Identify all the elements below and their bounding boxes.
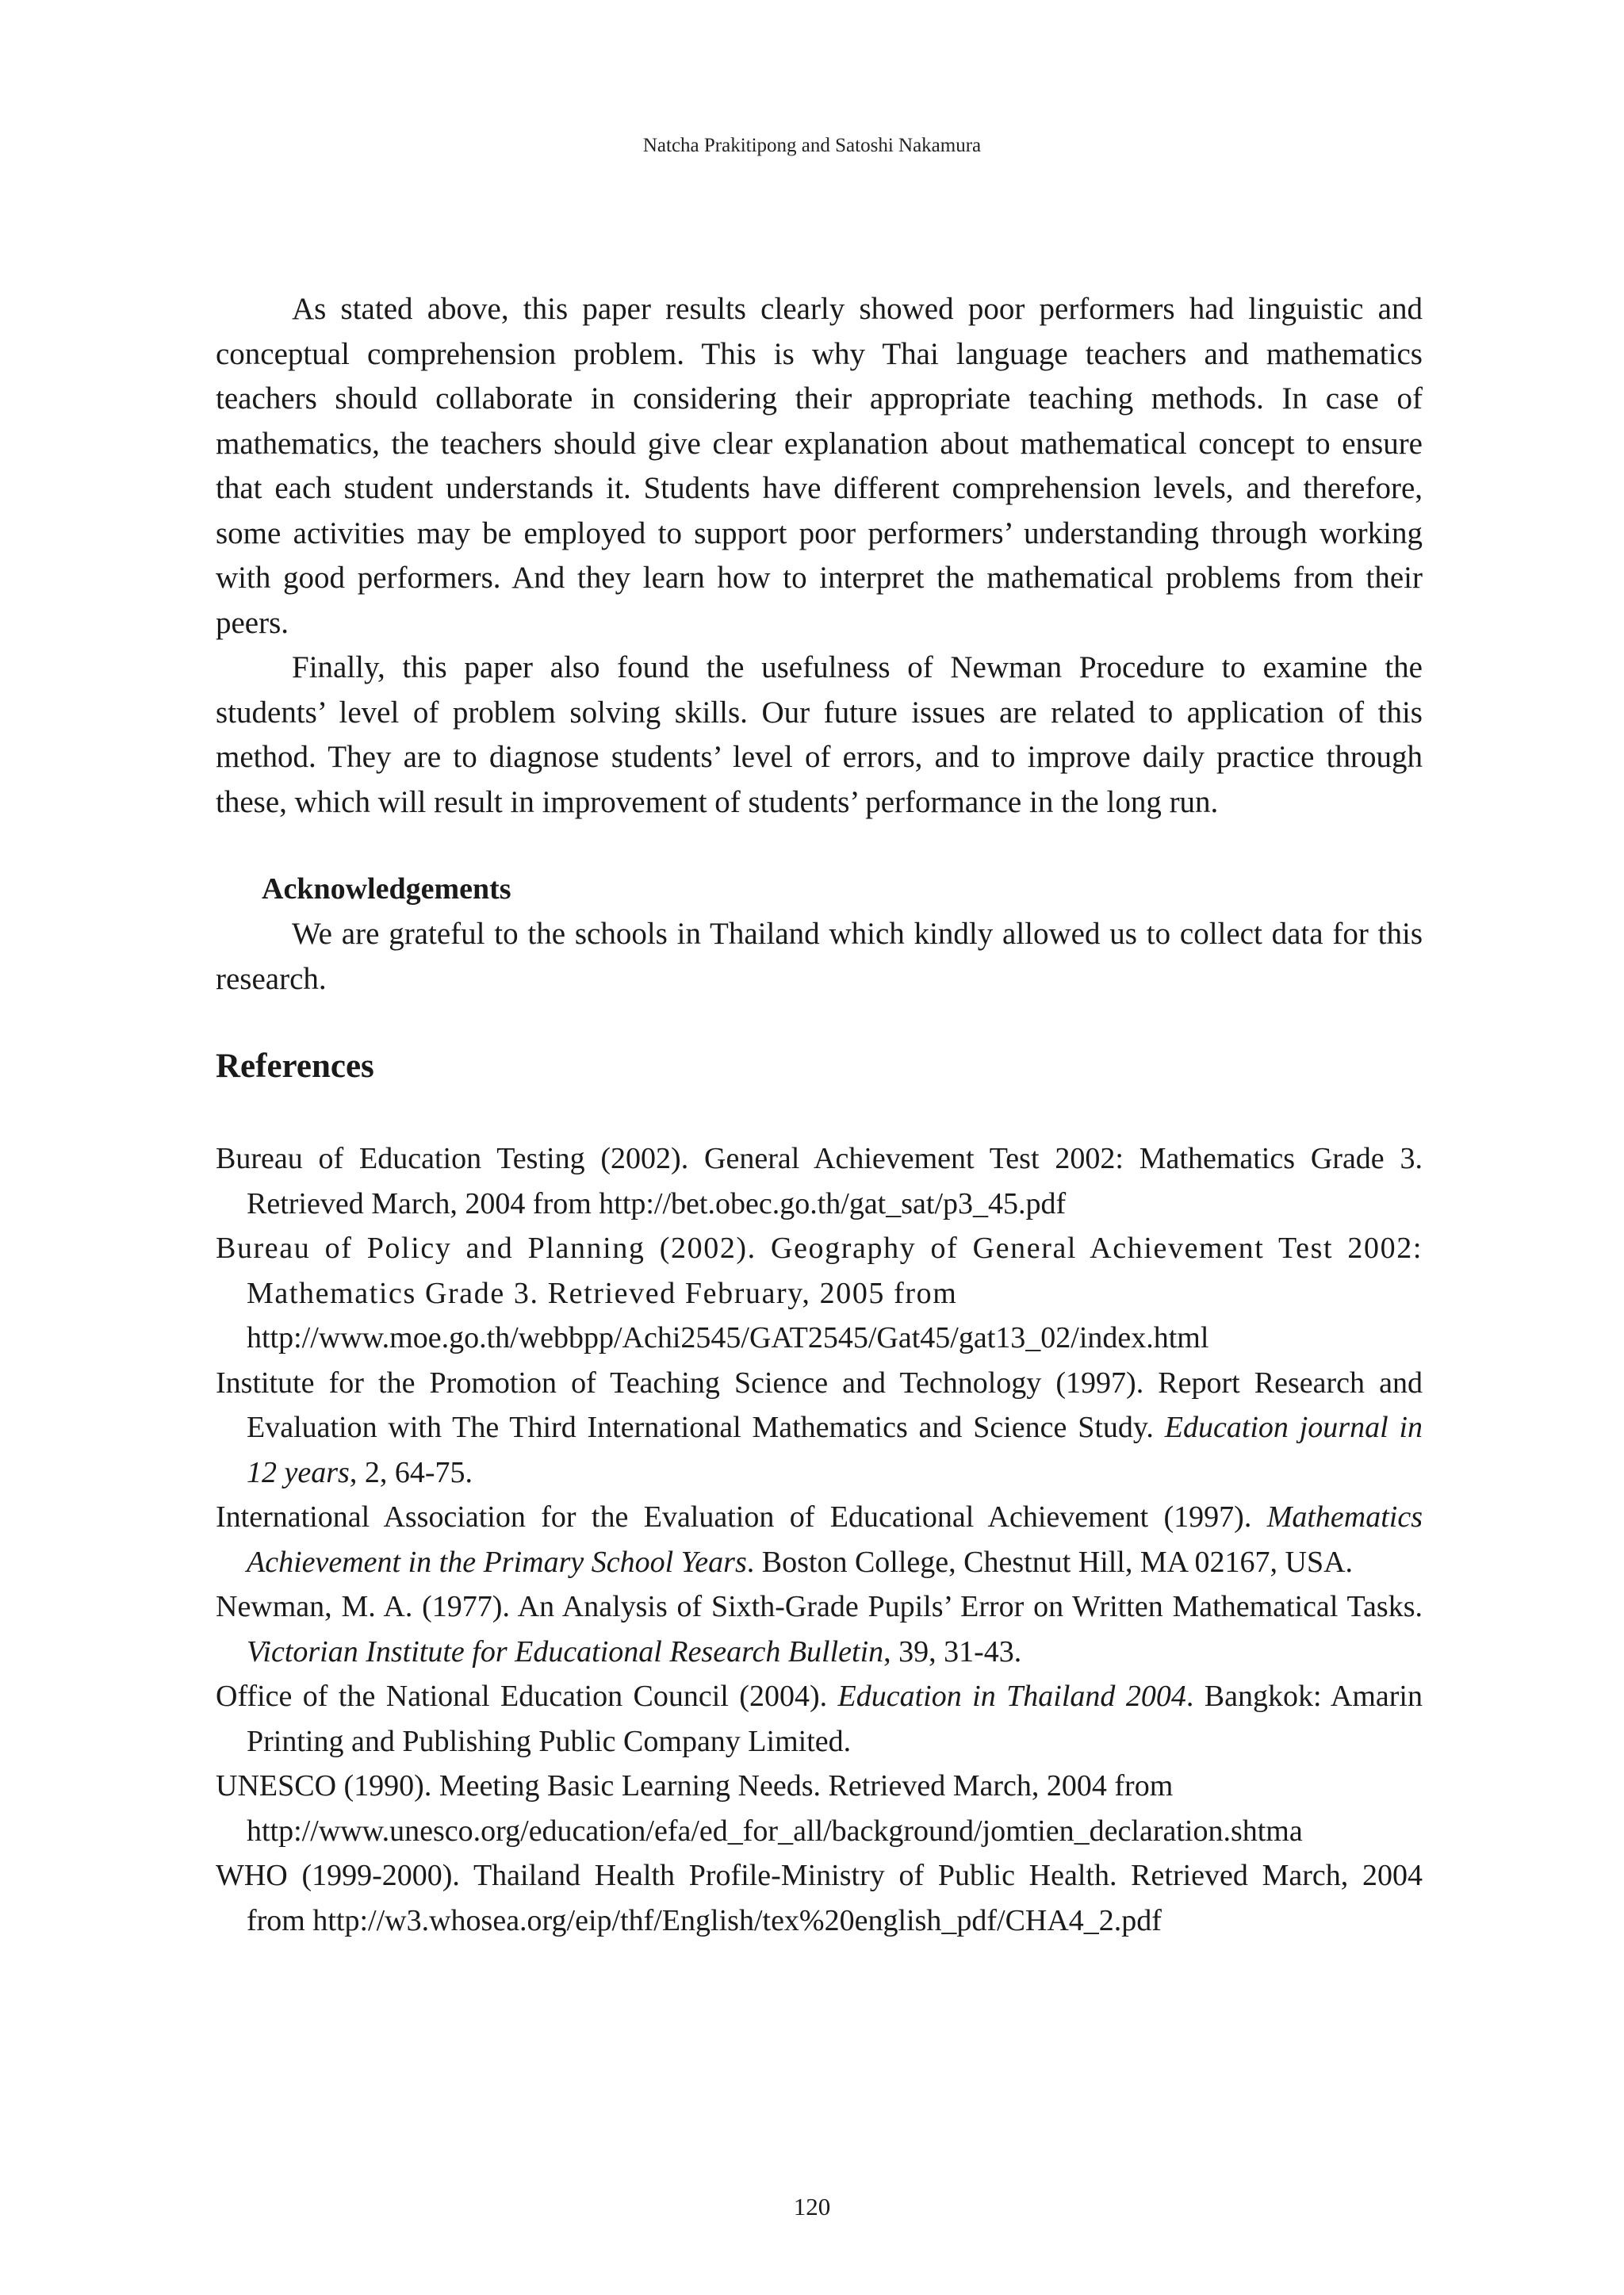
running-head: Natcha Prakitipong and Satoshi Nakamura: [642, 135, 982, 156]
main-body-text: [216, 287, 1423, 825]
reference-entry-6: [216, 1674, 1423, 1764]
reference-entry-4: [216, 1495, 1423, 1584]
reference-6-text: Office of the National Education Council (2004).: [216, 1680, 838, 1713]
reference-5-text: Newman, M. A. (1977). An Analysis of Sixth-Grade Pupils’ Error on Written Mathematical Tasks.: [216, 1590, 1423, 1623]
reference-entry-2: [216, 1226, 1423, 1361]
reference-2-text: Bureau of Policy and Planning (2002). Geography of General Achievement Test 2002: Mathematics Grade 3. Retrieved February, 2005 from: [216, 1232, 1423, 1310]
reference-6-details: . Bangkok: Amarin Printing and Publishing Public Company Limited.: [247, 1680, 1423, 1758]
reference-1-text: Bureau of Education Testing (2002). General Achievement Test 2002: Mathematics Grade 3. Retrieved March, 2004 from http://bet.obec.go.th/gat_sat/p3_45.pdf: [216, 1142, 1423, 1220]
reference-4-source: Mathematics Achievement in the Primary School Years: [247, 1500, 1423, 1579]
acknowledgements-text: We are grateful to the schools in Thailand which kindly allowed us to collect data for this research.: [216, 917, 1423, 996]
reference-8-text: WHO (1999-2000). Thailand Health Profile-Ministry of Public Health. Retrieved March, 2004 from http://w3.whosea.org/eip/thf/English/tex%20english_pdf/CHA4_2.pdf: [216, 1859, 1423, 1937]
reference-list: [216, 1136, 1423, 1943]
reference-entry-8: [216, 1853, 1423, 1943]
reference-4-details: . Boston College, Chestnut Hill, MA 02167, USA.: [746, 1545, 1354, 1579]
reference-5-source: Victorian Institute for Educational Research Bulletin: [247, 1634, 884, 1669]
reference-entry-5: [216, 1584, 1423, 1674]
acknowledgements-heading: Acknowledgements: [262, 872, 511, 906]
reference-entry-1: [216, 1136, 1423, 1226]
body-paragraph-2: Finally, this paper also found the usefulness of Newman Procedure to examine the students’ level of problem solving skills. Our future issues are related to application of this method. They are to diagnose students’ level of errors, and to improve daily practice through these, which will result in improvement of students’ performance in the long run.: [216, 650, 1423, 819]
body-paragraph-1: As stated above, this paper results clearly showed poor performers had linguistic and conceptual comprehension problem. This is why Thai language teachers and mathematics teachers should collaborate in considering their appropriate teaching methods. In case of mathematics, the teachers should give clear explanation about mathematical concept to ensure that each student understands it. Students have different comprehension levels, and therefore, some activities may be employed to support poor performers’ understanding through working with good performers. And they learn how to interpret the mathematical problems from their peers.: [216, 292, 1423, 640]
reference-4-text: International Association for the Evaluation of Educational Achievement (1997).: [216, 1500, 1267, 1534]
reference-7-url: http://www.unesco.org/education/efa/ed_for_all/background/jomtien_declaration.shtma: [247, 1814, 1303, 1848]
reference-5-details: , 39, 31-43.: [883, 1634, 1022, 1669]
reference-entry-7: [216, 1764, 1423, 1853]
reference-entry-3: [216, 1361, 1423, 1496]
reference-3-details: , 2, 64-75.: [349, 1455, 473, 1489]
reference-3-source: Education journal in 12 years: [247, 1411, 1423, 1489]
reference-7-text: UNESCO (1990). Meeting Basic Learning Needs. Retrieved March, 2004 from: [216, 1769, 1174, 1803]
reference-6-source: Education in Thailand 2004: [837, 1680, 1186, 1713]
reference-3-text: Institute for the Promotion of Teaching Science and Technology (1997). Report Research and Evaluation with The Third International Mathematics and Science Study.: [216, 1366, 1423, 1444]
acknowledgements-section: [216, 912, 1423, 1002]
reference-2-url: http://www.moe.go.th/webbpp/Achi2545/GAT2545/Gat45/gat13_02/index.html: [247, 1321, 1209, 1354]
page-number: 120: [793, 2193, 831, 2220]
references-heading: References: [216, 1048, 374, 1085]
